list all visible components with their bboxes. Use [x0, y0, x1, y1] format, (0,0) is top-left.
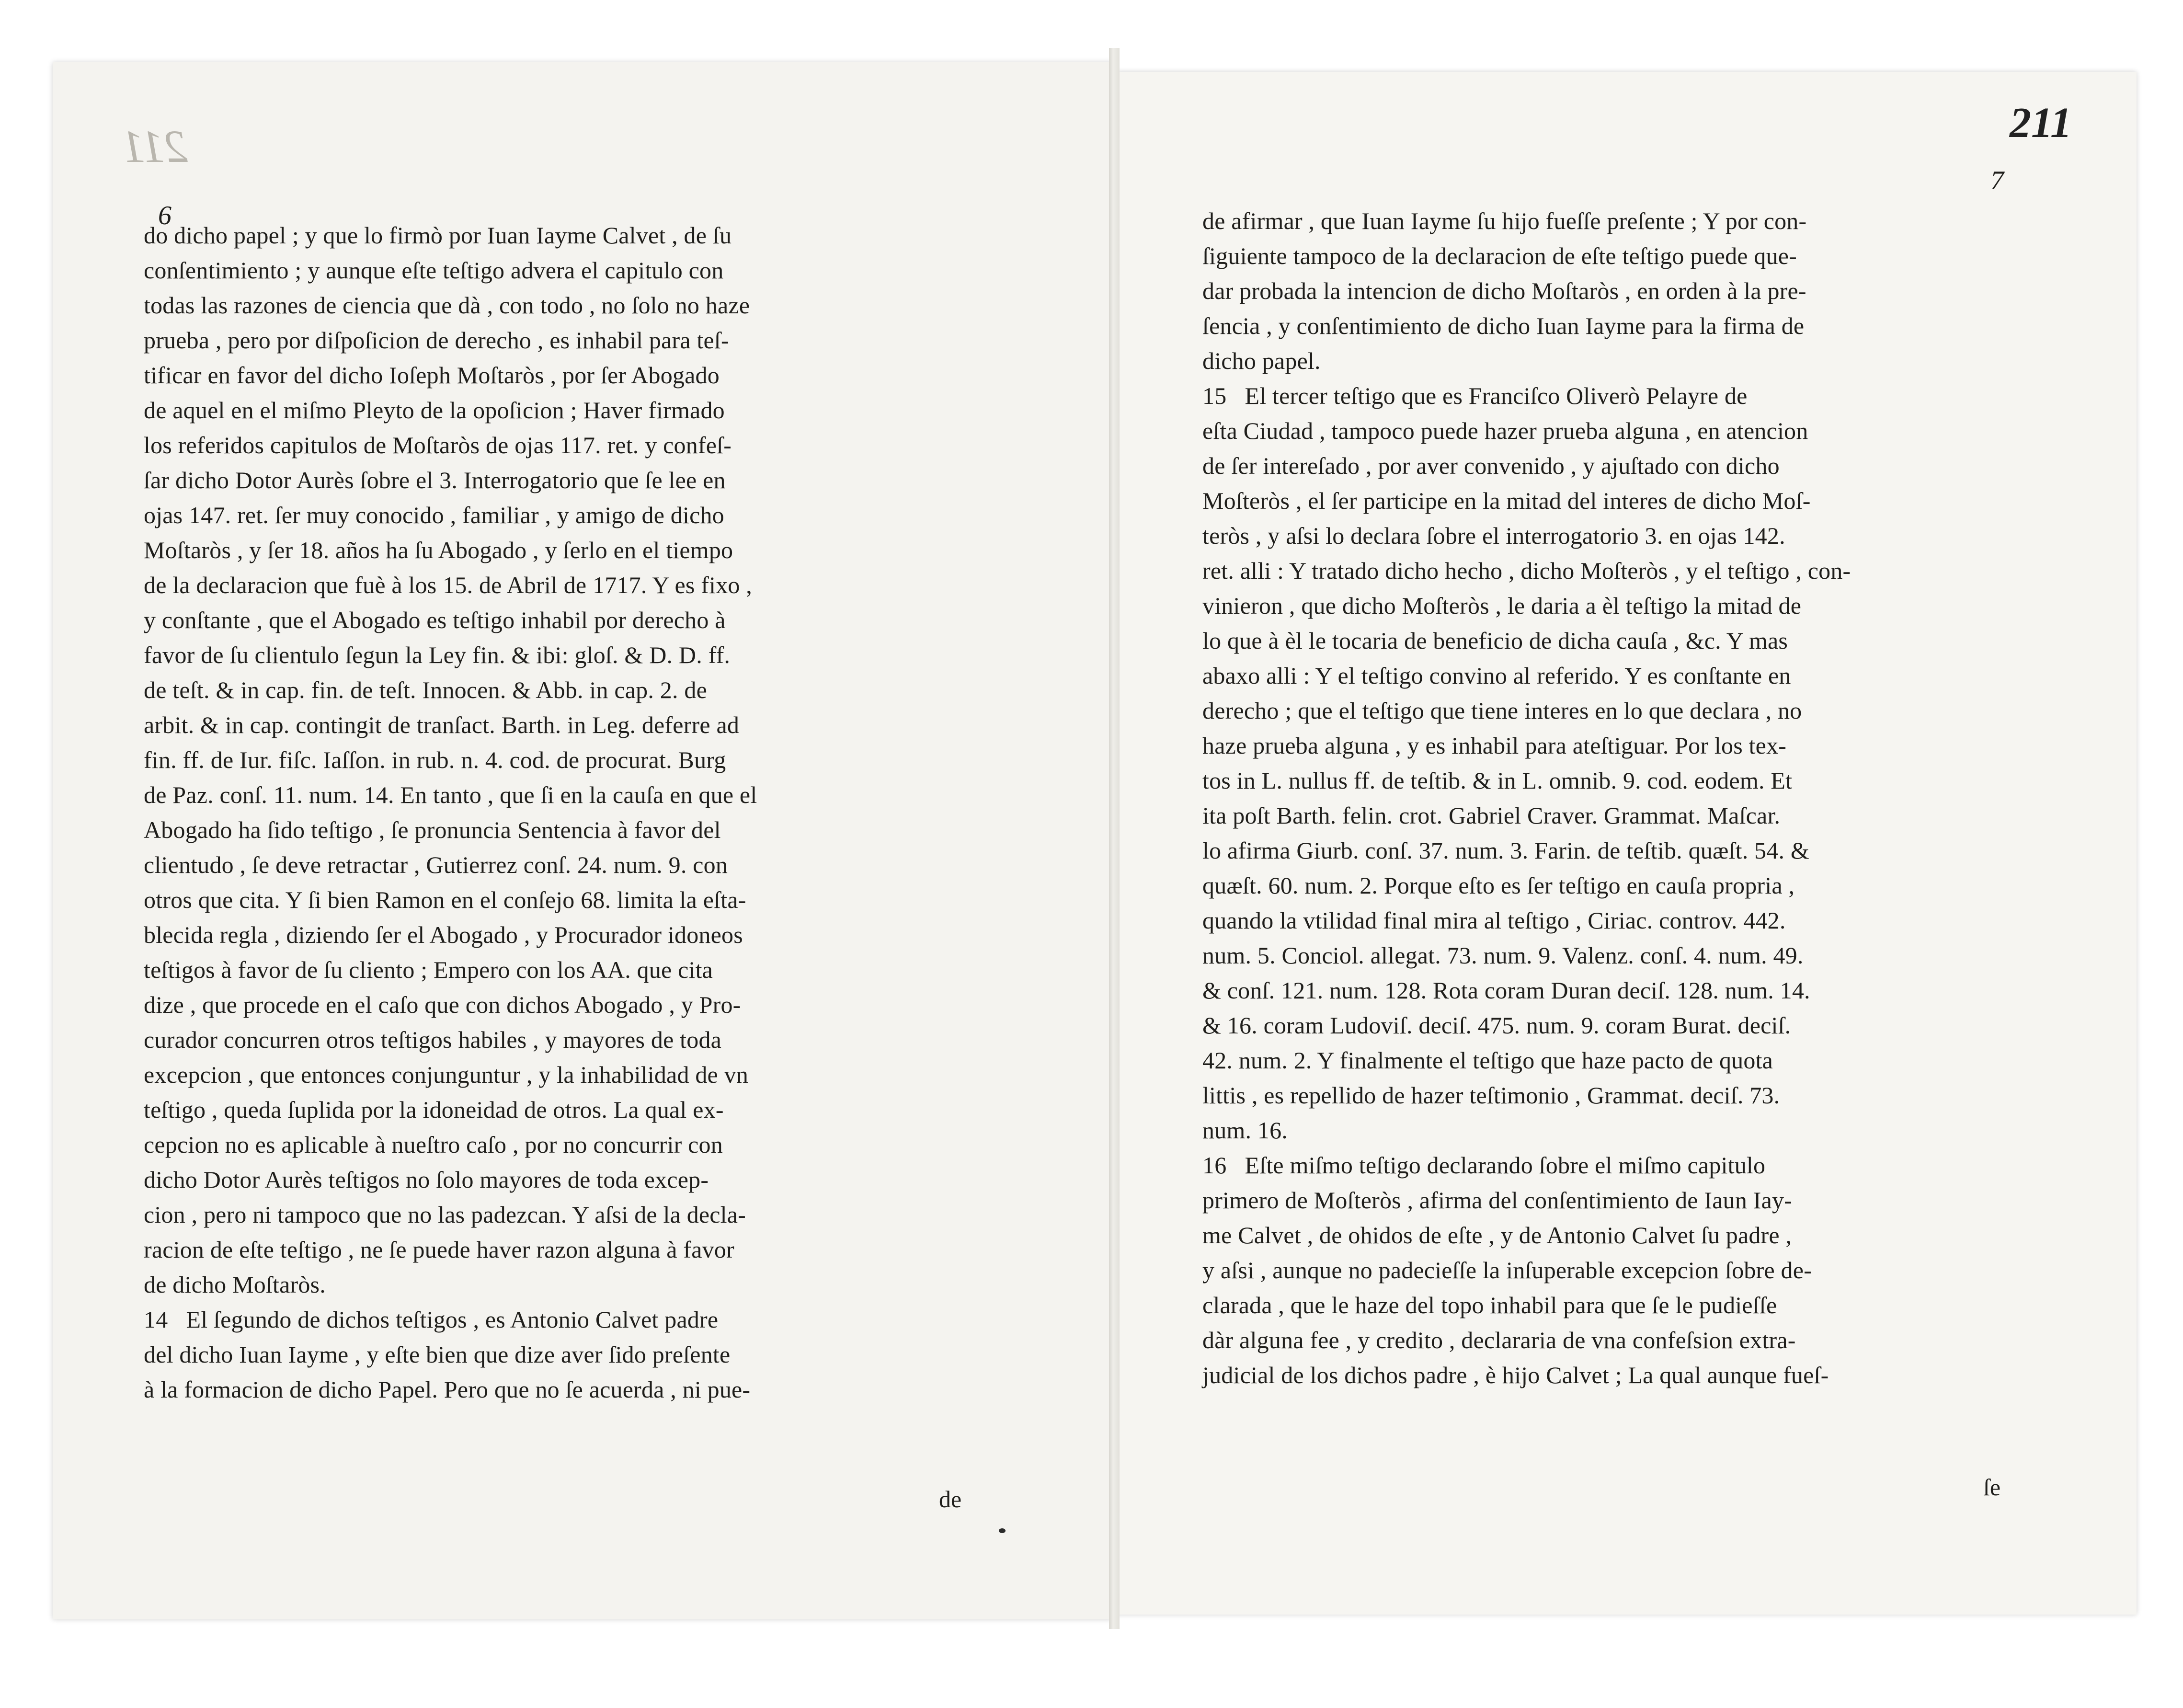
left-catchword: de: [939, 1486, 962, 1513]
right-catchword: ſe: [1983, 1474, 2001, 1501]
book-gutter: [1109, 48, 1120, 1629]
right-page-number: 7: [1990, 166, 2004, 195]
right-page-body-text: de afirmar , que Iuan Iayme ſu hijo fueſſe preſente ; Y por con- ſiguiente tampoco de la declaracion de eſte teſtigo puede que- dar probada la intencion de dicho Moſtaròs , en orden à la pre- ſencia , y conſentimiento de dicho Iuan Iayme para la firma de dicho papel. 15 El tercer teſtigo que es Franciſco Oliverò Pelayre de eſta Ciudad , tampoco puede hazer prueba alguna , en atencion de ſer intereſado , por aver convenido , y ajuſtado con dicho Moſteròs , el ſer participe en la mitad del interes de dicho Moſ- teròs , y aſsi lo declara ſobre el interrogatorio 3. en ojas 142. ret. alli : Y tratado dicho hecho , dicho Moſteròs , y el teſtigo , con- vinieron , que dicho Moſteròs , le daria a èl teſtigo la mitad de lo que à èl le tocaria de beneficio de dicha cauſa , &c. Y mas abaxo alli : Y el teſtigo convino al referido. Y es conſtante en derecho ; que el teſtigo que tiene interes en lo que declara , no haze prueba alguna , y es inhabil para ateſtiguar. Por los tex- tos in L. nullus ff. de teſtib. & in L. omnib. 9. cod. eodem. Et ita poſt Barth. felin. crot. Gabriel Craver. Grammat. Maſcar. lo afirma Giurb. conſ. 37. num. 3. Farin. de teſtib. quæſt. 54. & quæſt. 60. num. 2. Porque eſto es ſer teſtigo en cauſa propria , quando la vtilidad final mira al teſtigo , Ciriac. controv. 442. num. 5. Conciol. allegat. 73. num. 9. Valenz. conſ. 4. num. 49. & conſ. 121. num. 128. Rota coram Duran deciſ. 128. num. 14. & 16. coram Ludoviſ. deciſ. 475. num. 9. coram Burat. deciſ. 42. num. 2. Y finalmente el teſtigo que haze pacto de quota littis , es repellido de hazer teſtimonio , Grammat. deciſ. 73. num. 16. 16 Eſte miſmo teſtigo declarando ſobre el miſmo capitulo primero de Moſteròs , afirma del conſentimiento de Iaun Iay- me Calvet , de ohidos de eſte , y de Antonio Calvet ſu padre , y aſsi , aunque no padecieſſe la inſuperable excepcion ſobre de- clarada , que le haze del topo inhabil para que ſe le pudieſſe dàr alguna fee , y credito , declararia de vna confeſsion extra- judicial de los dichos padre , è hijo Calvet ; La qual aunque fueſ-: [1202, 207, 1851, 1388]
left-page-body-text: do dicho papel ; y que lo firmò por Iuan Iayme Calvet , de ſu conſentimiento ; y aunque eſte teſtigo advera el capitulo con todas las razones de ciencia que dà , con todo , no ſolo no haze prueba , pero por diſpoſicion de derecho , es inhabil para teſ- tificar en favor del dicho Ioſeph Moſtaròs , por ſer Abogado de aquel en el miſmo Pleyto de la opoſicion ; Haver firmado los referidos capitulos de Moſtaròs de ojas 117. ret. y confeſ- ſar dicho Dotor Aurès ſobre el 3. Interrogatorio que ſe lee en ojas 147. ret. ſer muy conocido , familiar , y amigo de dicho Moſtaròs , y ſer 18. años ha ſu Abogado , y ſerlo en el tiempo de la declaracion que fuè à los 15. de Abril de 1717. Y es fixo , y conſtante , que el Abogado es teſtigo inhabil por derecho à favor de ſu clientulo ſegun la Ley fin. & ibi: gloſ. & D. D. ff. de teſt. & in cap. fin. de teſt. Innocen. & Abb. in cap. 2. de arbit. & in cap. contingit de tranſact. Barth. in Leg. deferre ad fin. ff. de Iur. fiſc. Iaſſon. in rub. n. 4. cod. de procurat. Burg de Paz. conſ. 11. num. 14. En tanto , que ſi en la cauſa en que el Abogado ha ſido teſtigo , ſe pronuncia Sentencia à favor del clientudo , ſe deve retractar , Gutierrez conſ. 24. num. 9. con otros que cita. Y ſi bien Ramon en el conſejo 68. limita la eſta- blecida regla , diziendo ſer el Abogado , y Procurador idoneos teſtigos à favor de ſu cliento ; Empero con los AA. que cita dize , que procede en el caſo que con dichos Abogado , y Pro- curador concurren otros teſtigos habiles , y mayores de toda excepcion , que entonces conjunguntur , y la inhabilidad de vn teſtigo , queda ſuplida por la idoneidad de otros. La qual ex- cepcion no es aplicable à nueſtro caſo , por no concurrir con dicho Dotor Aurès teſtigos no ſolo mayores de toda excep- cion , pero ni tampoco que no las padezcan. Y aſsi de la decla- racion de eſte teſtigo , ne ſe puede haver razon alguna à favor de dicho Moſtaròs. 14 El ſegundo de dichos teſtigos , es Antonio Calvet padre del dicho Iuan Iayme , y eſte bien que dize aver ſido preſente à la formacion de dicho Papel. Pero que no ſe acuerda , ni pue-: [144, 222, 757, 1403]
left-page-number: 6: [158, 201, 171, 230]
ink-blot: [999, 1528, 1006, 1533]
right-folio-number: 211: [2010, 99, 2072, 147]
left-folio-bleed-mark: 211: [122, 121, 188, 172]
